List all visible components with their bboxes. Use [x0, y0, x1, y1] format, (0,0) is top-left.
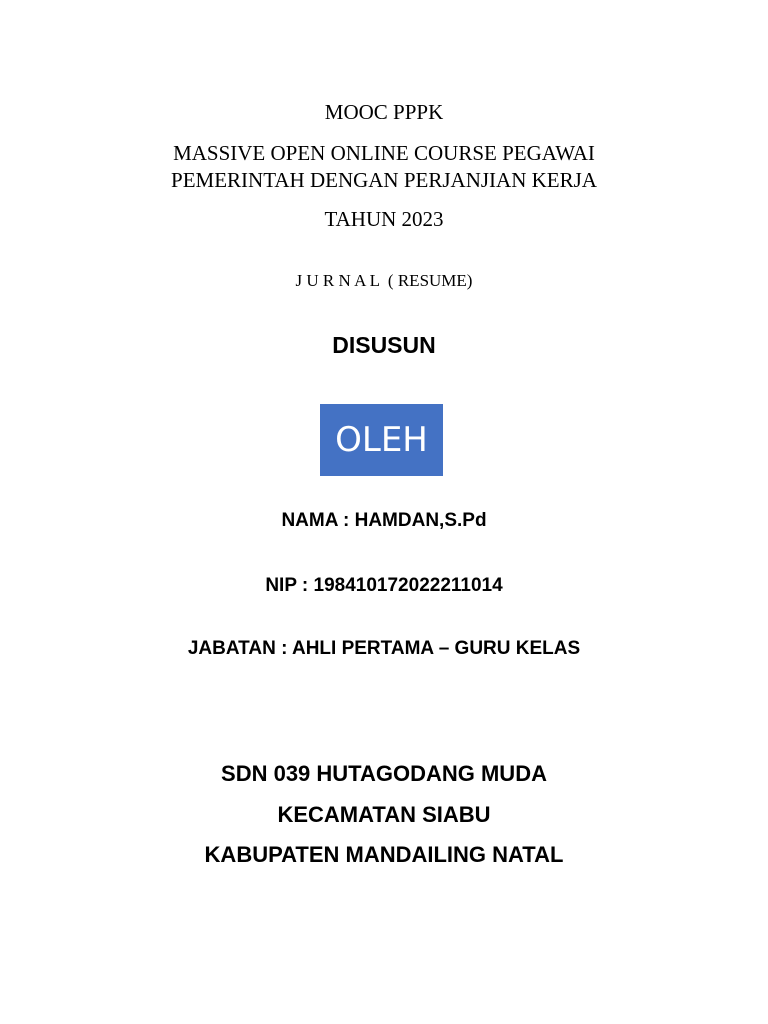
document-type: J U R N A L ( RESUME): [295, 271, 473, 290]
author-name: NAMA : HAMDAN,S.Pd: [281, 510, 487, 531]
school-district: KECAMATAN SIABU: [277, 802, 491, 827]
course-title-line-2: PEMERINTAH DENGAN PERJANJIAN KERJA: [171, 168, 597, 192]
oleh-label: OLEH: [335, 420, 428, 460]
school-regency: KABUPATEN MANDAILING NATAL: [204, 842, 564, 867]
author-nip: NIP : 198410172022211014: [265, 575, 503, 596]
school-name: SDN 039 HUTAGODANG MUDA: [221, 761, 547, 786]
author-position: JABATAN : AHLI PERTAMA – GURU KELAS: [187, 638, 581, 659]
course-year: TAHUN 2023: [324, 207, 444, 231]
course-acronym: MOOC PPPK: [324, 100, 444, 124]
oleh-box: [320, 404, 443, 476]
disusun-heading: DISUSUN: [332, 332, 436, 358]
course-title-line-1: MASSIVE OPEN ONLINE COURSE PEGAWAI: [173, 141, 595, 165]
